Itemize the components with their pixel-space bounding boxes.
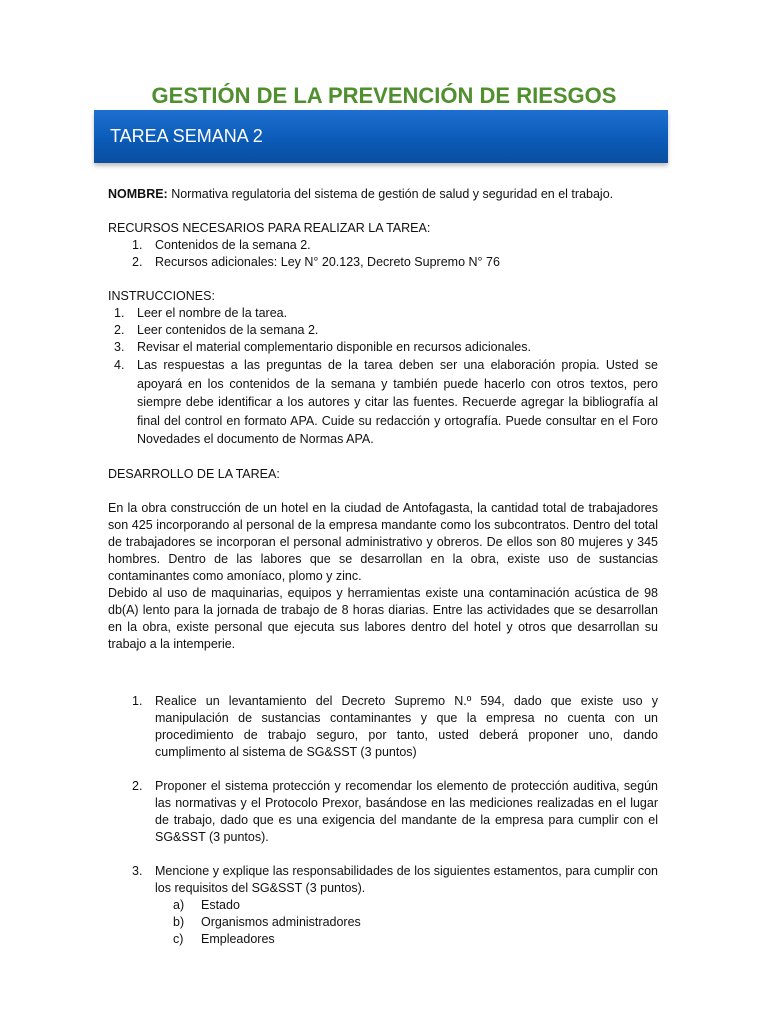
list-item [108, 339, 658, 356]
list-item [108, 254, 658, 271]
subitem [108, 931, 658, 948]
item-number: 1. [132, 693, 143, 708]
list-item [108, 356, 658, 449]
recursos-heading: RECURSOS NECESARIOS PARA REALIZAR LA TAREA: [108, 221, 431, 235]
preguntas-list [108, 693, 658, 897]
banner-title: TAREA SEMANA 2 [110, 126, 263, 146]
week-banner [94, 110, 668, 163]
subitem [108, 914, 658, 931]
subitems-list [108, 897, 658, 948]
item-text: Recursos adicionales: Ley N° 20.123, Decreto Supremo N° 76 [155, 255, 500, 269]
question-item [108, 693, 658, 761]
recursos-list [108, 237, 658, 271]
item-text: Revisar el material complementario disponible en recursos adicionales. [137, 340, 531, 354]
nombre-label: NOMBRE: [108, 187, 168, 201]
item-letter: b) [173, 914, 185, 929]
nombre-line [108, 186, 658, 203]
item-text: Contenidos de la semana 2. [155, 238, 311, 252]
instrucciones-heading: INSTRUCCIONES: [108, 289, 215, 303]
item-text: Realice un levantamiento del Decreto Supremo N.º 594, dado que existe uso y manipulación de sustancias contaminantes y que la empresa no cuenta con un procedimiento de trabajo seguro, por tanto, usted deberá proponer uno, dando cumplimento al sistema de SG&SST (3 puntos) [155, 693, 658, 759]
item-letter: a) [173, 897, 185, 912]
item-number: 2. [114, 323, 125, 337]
document-title: GESTIÓN DE LA PREVENCIÓN DE RIESGOS [151, 83, 617, 108]
item-letter: c) [173, 931, 184, 946]
item-number: 1. [132, 238, 143, 252]
item-text: Empleadores [201, 931, 275, 946]
item-number: 4. [114, 358, 125, 372]
document-body [108, 186, 658, 948]
question-item [108, 778, 658, 846]
item-text: Proponer el sistema protección y recomendar los elemento de protección auditiva, según las normativas y el Protocolo Prexor, basándose en las mediciones realizadas en el lugar de trabajo, dado que es una exigencia del mandante de la empresa para cumplir con el SG&SST (3 puntos). [155, 778, 658, 844]
item-text: Las respuestas a las preguntas de la tarea deben ser una elaboración propia. Usted se apoyará en los contenidos de la semana y también puede hacerlo con otros textos, pero siempre debe identificar a los autores y citar las fuentes. Recuerde agregar la bibliografía al final del control en formato APA. Cuide su redacción y ortografía. Puede consultar en el Foro Novedades el documento de Normas APA. [137, 358, 658, 446]
item-number: 2. [132, 778, 143, 793]
subitem [108, 897, 658, 914]
item-text: Organismos administradores [201, 914, 361, 929]
item-text: Estado [201, 897, 240, 912]
desarrollo-paragraph-2: Debido al uso de maquinarias, equipos y herramientas existe una contaminación acústica de 98 db(A) lento para la jornada de trabajo de 8 horas diarias. Entre las actividades que se desarrollan en la obra, existe personal que ejecuta sus labores dentro del hotel y otros que desarrollan su trabajo a la intemperie. [108, 585, 658, 651]
item-text: Mencione y explique las responsabilidades de los siguientes estamentos, para cumplir con los requisitos del SG&SST (3 puntos). [155, 863, 658, 895]
item-number: 1. [114, 306, 125, 320]
list-item [108, 305, 658, 322]
question-item [108, 863, 658, 897]
item-number: 2. [132, 255, 143, 269]
desarrollo-heading: DESARROLLO DE LA TAREA: [108, 466, 280, 481]
list-item [108, 237, 658, 254]
nombre-text: Normativa regulatoria del sistema de gestión de salud y seguridad en el trabajo. [171, 187, 614, 201]
item-text: Leer el nombre de la tarea. [137, 306, 288, 320]
item-number: 3. [114, 340, 125, 354]
item-text: Leer contenidos de la semana 2. [137, 323, 319, 337]
instrucciones-list [108, 305, 658, 449]
item-number: 3. [132, 863, 143, 878]
desarrollo-paragraph-1: En la obra construcción de un hotel en la ciudad de Antofagasta, la cantidad total de trabajadores son 425 incorporando al personal de la empresa mandante como los subcontratos. Dentro del total de trabajadores se incorporan el personal administrativo y obreros. De ellos son 80 mujeres y 345 hombres. Dentro de las labores que se desarrollan en la obra, existe uso de sustancias contaminantes como amoníaco, plomo y zinc. [108, 500, 658, 583]
list-item [108, 322, 658, 339]
